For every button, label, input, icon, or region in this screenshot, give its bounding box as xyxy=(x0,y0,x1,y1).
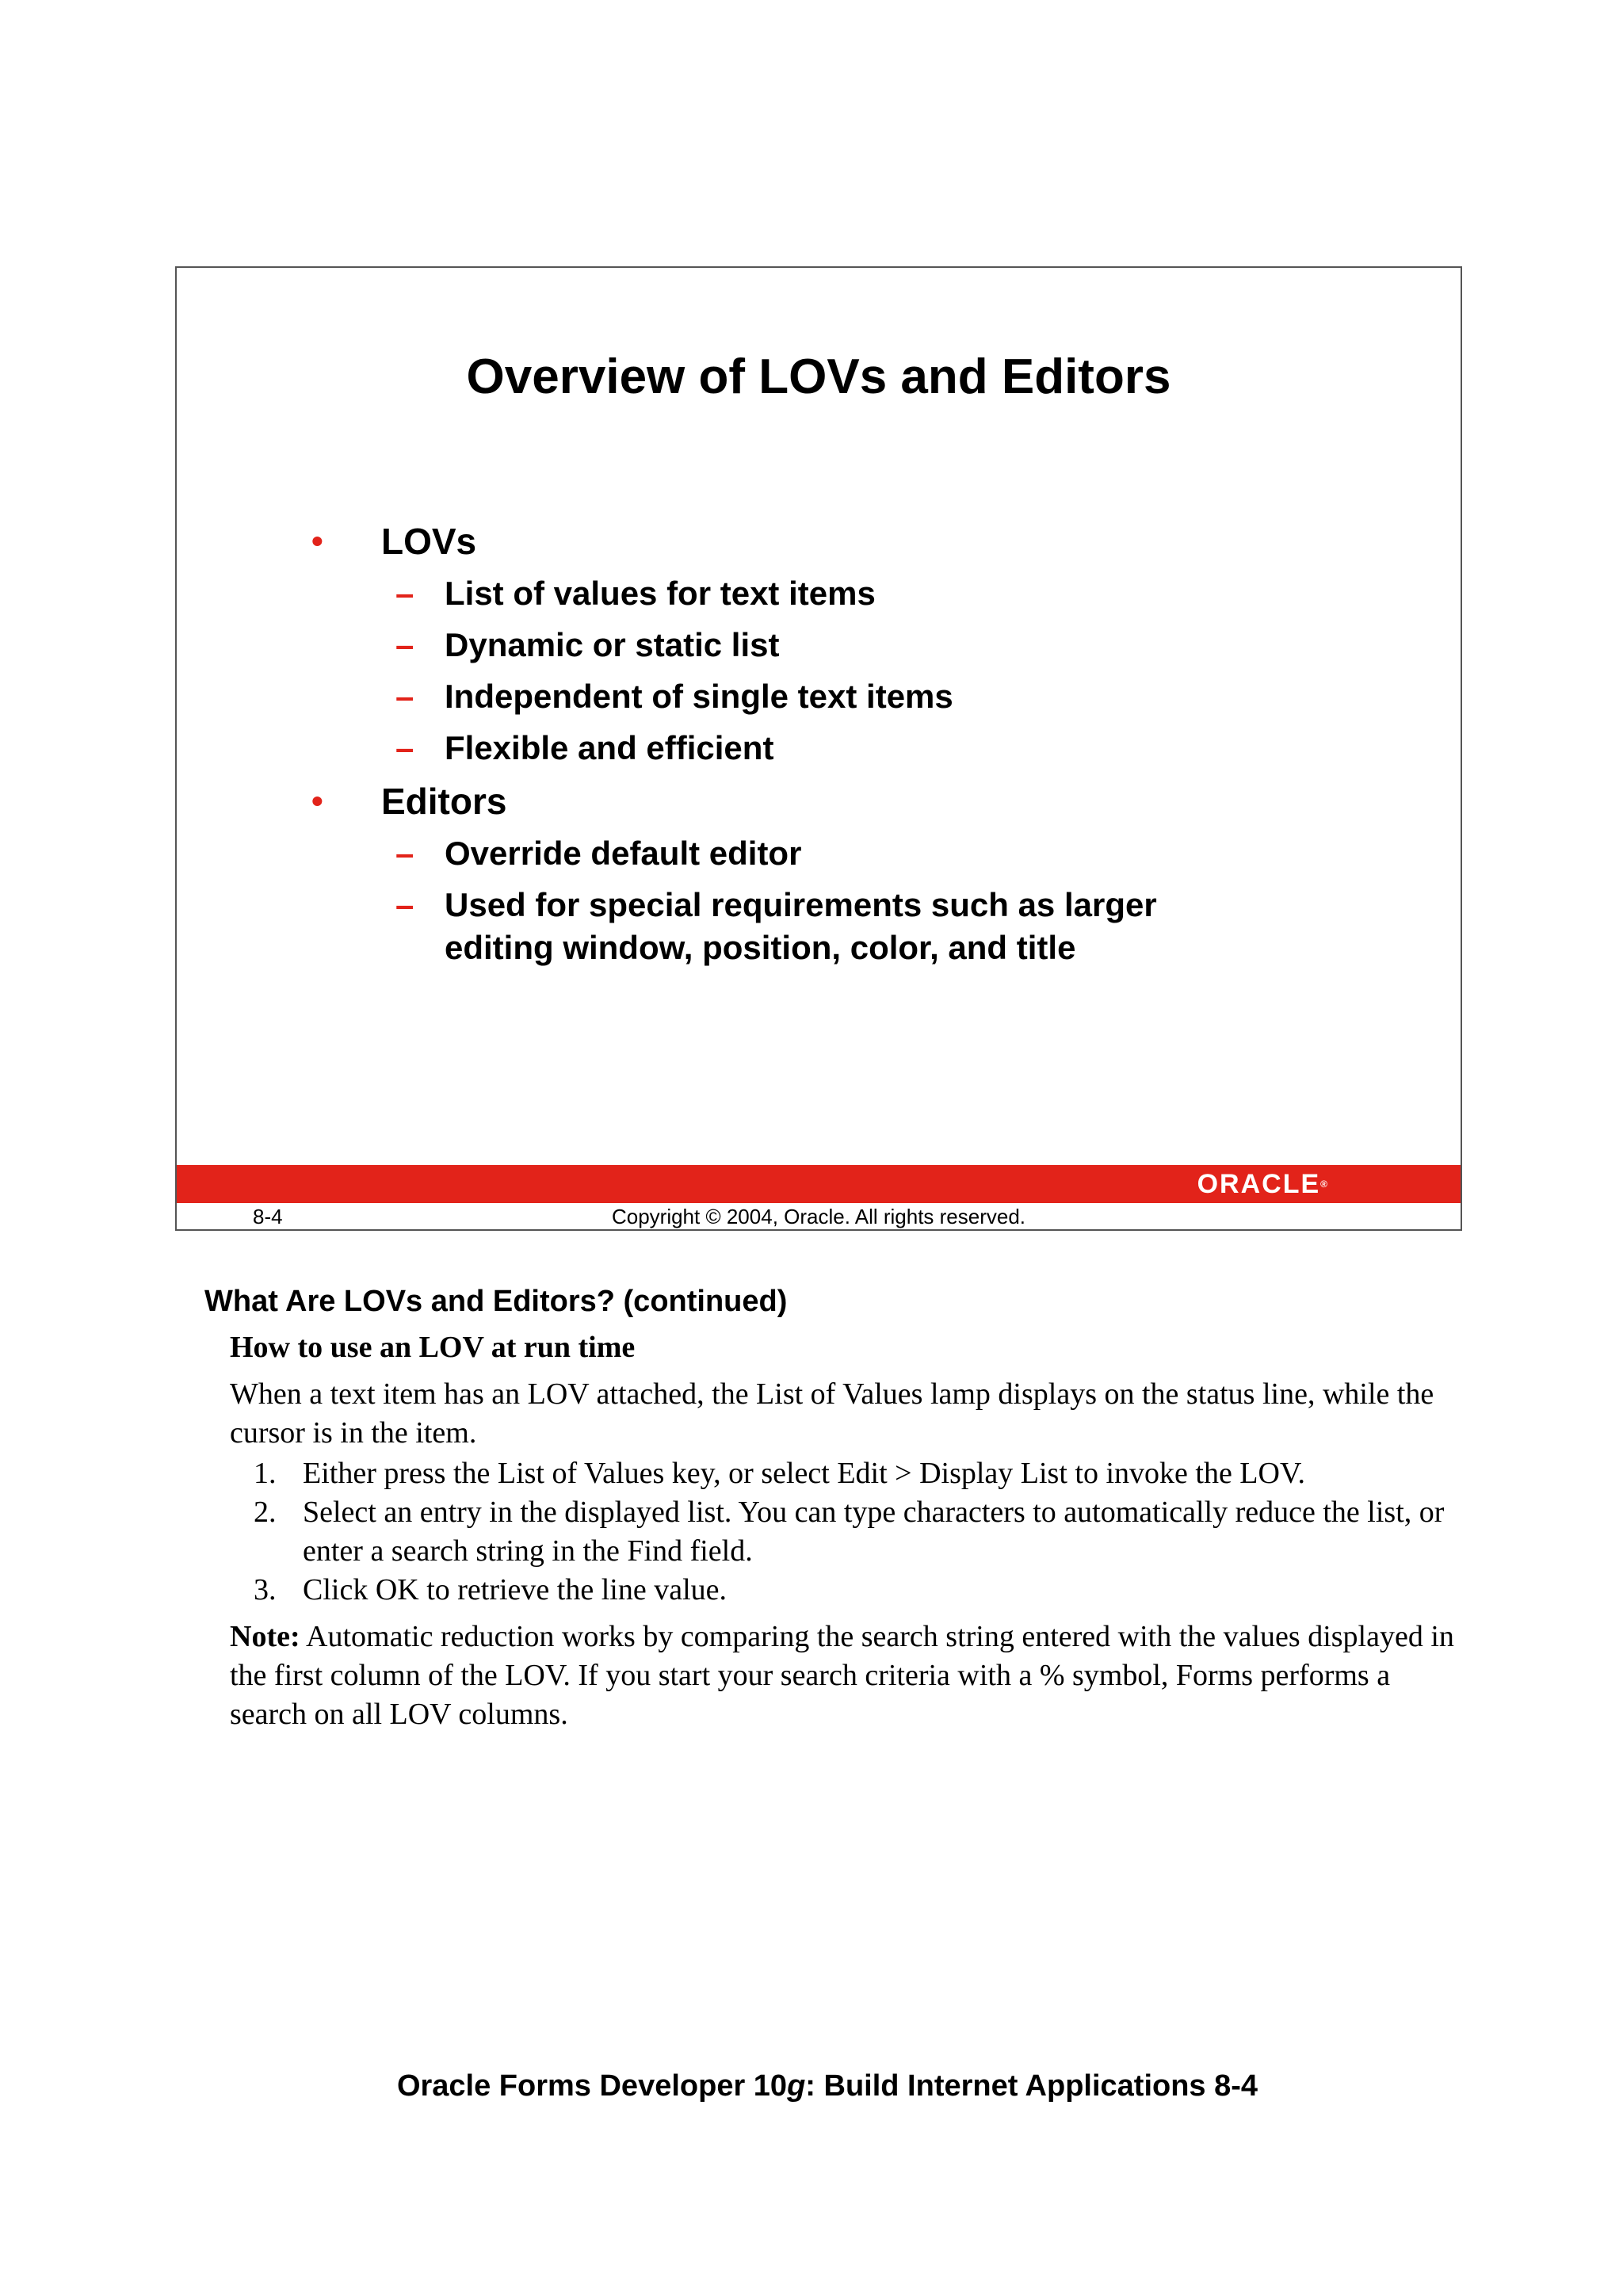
step-number: 3. xyxy=(254,1573,277,1606)
dash-marker: – xyxy=(395,835,414,872)
note-paragraph xyxy=(230,1618,1466,1734)
notes-heading: What Are LOVs and Editors? (continued) xyxy=(204,1285,788,1318)
slide-brand-bar xyxy=(177,1165,1461,1203)
step-text: Either press the List of Values key, or select Edit > Display List to invoke the LOV. xyxy=(303,1457,1306,1490)
slide-title: Overview of LOVs and Editors xyxy=(466,350,1171,404)
footer-title-suffix: : Build Internet Applications 8-4 xyxy=(805,2069,1258,2103)
notes-subheading: How to use an LOV at run time xyxy=(230,1331,636,1364)
bullet-marker: • xyxy=(311,522,323,560)
sub-bullet-text: List of values for text items xyxy=(445,575,876,612)
bullet-label: LOVs xyxy=(381,521,477,562)
footer-title-italic: g xyxy=(787,2069,806,2103)
page-footer xyxy=(0,2067,1623,2105)
note-label: Note: xyxy=(230,1620,300,1653)
list-item xyxy=(230,1454,1466,1493)
sub-bullet-text: Independent of single text items xyxy=(445,678,953,715)
list-item xyxy=(230,1571,1466,1610)
sub-bullet xyxy=(177,884,1461,969)
step-text: Click OK to retrieve the line value. xyxy=(303,1573,727,1606)
steps-list xyxy=(230,1454,1466,1610)
sub-bullet-text: Used for special requirements such as larger editing window, position, color, and title xyxy=(445,886,1157,966)
sub-bullet-text: Dynamic or static list xyxy=(445,626,780,663)
step-text: Select an entry in the displayed list. You can type characters to automatically reduce the list, or enter a search string in the Find field. xyxy=(303,1496,1445,1568)
bullet-list xyxy=(177,518,1461,978)
sub-bullet-text: Flexible and efficient xyxy=(445,729,774,766)
bullet-editors xyxy=(177,778,1461,832)
oracle-logo-text: ORACLE xyxy=(1197,1169,1321,1199)
dash-marker: – xyxy=(395,678,414,715)
dash-marker: – xyxy=(395,886,414,923)
sub-bullet xyxy=(177,727,1461,770)
dash-marker: – xyxy=(395,575,414,612)
footer-title-prefix: Oracle Forms Developer 10 xyxy=(396,2069,788,2103)
step-number: 2. xyxy=(254,1496,277,1529)
sub-bullet xyxy=(177,832,1461,875)
sub-bullet xyxy=(177,572,1461,615)
dash-marker: – xyxy=(395,729,414,766)
slide-footer xyxy=(177,1203,1461,1231)
step-number: 1. xyxy=(254,1457,277,1490)
dash-marker: – xyxy=(395,626,414,663)
bullet-label: Editors xyxy=(381,781,507,822)
sub-bullet xyxy=(177,624,1461,667)
sub-bullet xyxy=(177,675,1461,718)
slide-frame xyxy=(175,266,1462,1231)
bullet-marker: • xyxy=(311,782,323,819)
notes-intro: When a text item has an LOV attached, the List of Values lamp displays on the status line, while the cursor is in the item. xyxy=(230,1377,1434,1450)
note-text: Automatic reduction works by comparing the search string entered with the values displayed in the first column of the LOV. If you start your search criteria with a % symbol, Forms performs a search on all LOV columns. xyxy=(230,1620,1454,1731)
slide-number: 8-4 xyxy=(253,1205,283,1228)
registered-mark: ® xyxy=(1320,1179,1327,1190)
oracle-logo xyxy=(1197,1168,1327,1200)
list-item xyxy=(230,1493,1466,1571)
sub-bullet-text: Override default editor xyxy=(445,835,802,872)
notes-section xyxy=(204,1282,1472,1734)
notes-body xyxy=(230,1328,1466,1734)
copyright-text: Copyright © 2004, Oracle. All rights reserved. xyxy=(611,1205,1026,1228)
bullet-lovs xyxy=(177,518,1461,572)
